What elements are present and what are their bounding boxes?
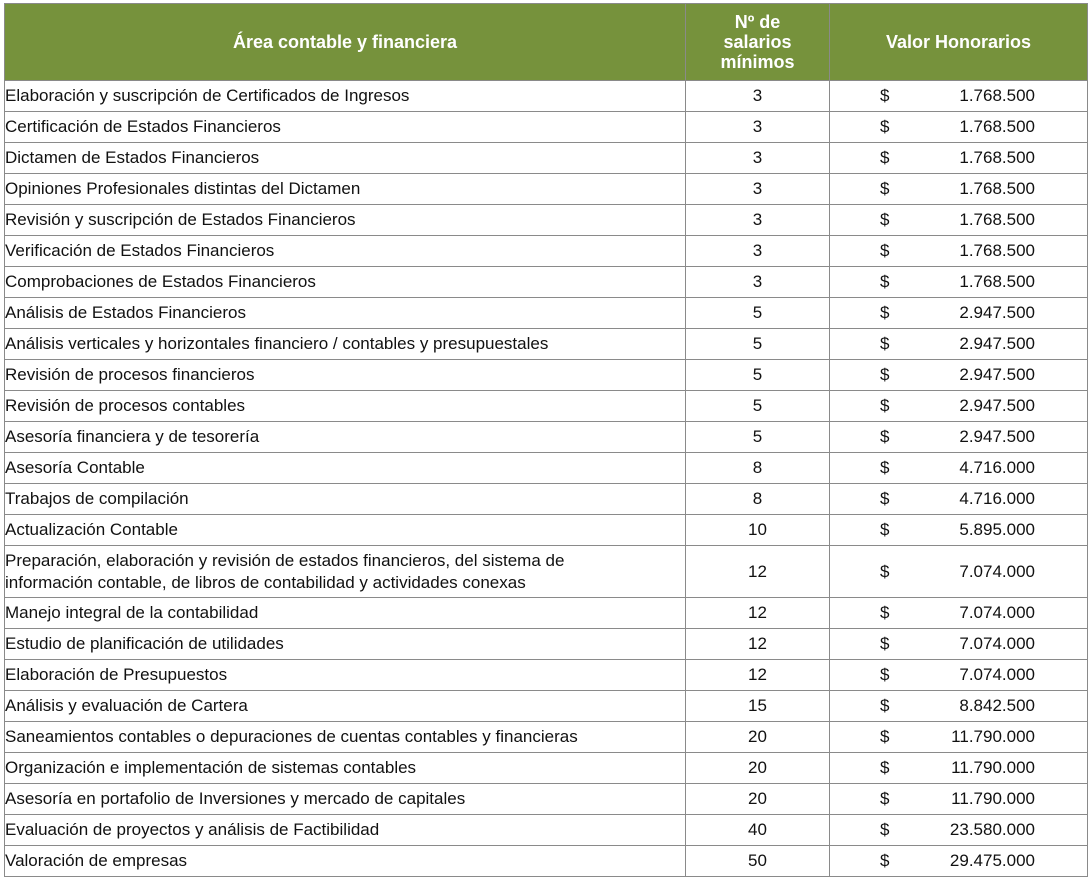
- service-cell: [5, 81, 686, 112]
- currency-symbol: $: [880, 210, 890, 229]
- fees-table: [4, 3, 1088, 877]
- currency-symbol: $: [880, 727, 890, 746]
- currency-symbol: $: [880, 458, 890, 477]
- salary-count-cell: 15: [686, 691, 830, 722]
- salary-count-cell: 3: [686, 174, 830, 205]
- fee-value-cell: [830, 629, 1088, 660]
- service-name: Saneamientos contables o depuraciones de cuentas contables y financieras: [5, 727, 578, 746]
- fee-value-cell: [830, 391, 1088, 422]
- fee-amount: 29.475.000: [949, 851, 1035, 870]
- service-name: Estudio de planificación de utilidades: [5, 634, 284, 653]
- fee-amount: 1.768.500: [959, 86, 1035, 105]
- service-name: Análisis verticales y horizontales financiero / contables y presupuestales: [5, 334, 549, 353]
- fee-amount: 4.716.000: [959, 489, 1035, 508]
- fee-value-cell: [830, 722, 1088, 753]
- currency-symbol: $: [880, 520, 890, 539]
- salary-count-cell: 5: [686, 422, 830, 453]
- fee-amount: 11.790.000: [951, 789, 1035, 808]
- salary-count-cell: 50: [686, 846, 830, 877]
- fee-value-cell: [830, 329, 1088, 360]
- currency-symbol: $: [880, 758, 890, 777]
- fee-amount: 5.895.000: [959, 520, 1035, 539]
- service-name: Preparación, elaboración y revisión de estados financieros, del sistema de: [5, 550, 565, 570]
- table-row: [5, 174, 1088, 205]
- service-cell: [5, 660, 686, 691]
- service-cell: [5, 453, 686, 484]
- fee-amount: 7.074.000: [959, 634, 1035, 653]
- salary-count-cell: 5: [686, 298, 830, 329]
- currency-symbol: $: [880, 696, 890, 715]
- fee-value-cell: [830, 691, 1088, 722]
- table-row: [5, 722, 1088, 753]
- currency-symbol: $: [880, 148, 890, 167]
- table-row: [5, 546, 1088, 598]
- salary-count-cell: 40: [686, 815, 830, 846]
- table-row: [5, 112, 1088, 143]
- fee-amount: 7.074.000: [959, 561, 1035, 581]
- currency-symbol: $: [880, 489, 890, 508]
- service-cell: [5, 722, 686, 753]
- table-row: [5, 205, 1088, 236]
- fee-value-cell: [830, 422, 1088, 453]
- salary-count-cell: 3: [686, 81, 830, 112]
- fee-value-cell: [830, 846, 1088, 877]
- fee-amount: 1.768.500: [959, 117, 1035, 136]
- service-cell: [5, 846, 686, 877]
- currency-symbol: $: [880, 789, 890, 808]
- salary-count-cell: 3: [686, 236, 830, 267]
- salary-count-cell: 20: [686, 722, 830, 753]
- currency-symbol: $: [880, 603, 890, 622]
- currency-symbol: $: [880, 272, 890, 291]
- service-cell: [5, 329, 686, 360]
- service-name: Trabajos de compilación: [5, 489, 189, 508]
- table-row: [5, 453, 1088, 484]
- fee-value-cell: [830, 143, 1088, 174]
- currency-symbol: $: [880, 303, 890, 322]
- salary-count-cell: 12: [686, 660, 830, 691]
- service-cell: [5, 546, 686, 598]
- header-salary-count: Nº de salarios mínimos: [686, 4, 830, 81]
- salary-count-cell: 20: [686, 784, 830, 815]
- fee-amount: 2.947.500: [959, 334, 1035, 353]
- currency-symbol: $: [880, 561, 890, 581]
- fee-amount: 1.768.500: [959, 210, 1035, 229]
- service-cell: [5, 484, 686, 515]
- fee-value-cell: [830, 81, 1088, 112]
- table-row: [5, 267, 1088, 298]
- fee-value-cell: [830, 236, 1088, 267]
- fee-value-cell: [830, 205, 1088, 236]
- service-cell: [5, 143, 686, 174]
- fee-value-cell: [830, 453, 1088, 484]
- salary-count-cell: 3: [686, 205, 830, 236]
- fee-amount: 2.947.500: [959, 365, 1035, 384]
- service-cell: [5, 422, 686, 453]
- table-row: [5, 784, 1088, 815]
- salary-count-cell: 12: [686, 546, 830, 598]
- salary-count-cell: 12: [686, 598, 830, 629]
- service-name: Manejo integral de la contabilidad: [5, 603, 259, 622]
- salary-count-cell: 3: [686, 143, 830, 174]
- service-name: Elaboración de Presupuestos: [5, 665, 228, 684]
- service-name: Opiniones Profesionales distintas del Dictamen: [5, 179, 361, 198]
- fee-value-cell: [830, 112, 1088, 143]
- currency-symbol: $: [880, 427, 890, 446]
- fee-value-cell: [830, 484, 1088, 515]
- fee-amount: 7.074.000: [959, 603, 1035, 622]
- salary-count-cell: 5: [686, 391, 830, 422]
- service-name: Revisión de procesos contables: [5, 396, 246, 415]
- service-cell: [5, 112, 686, 143]
- salary-count-cell: 8: [686, 484, 830, 515]
- fee-value-cell: [830, 753, 1088, 784]
- table-row: [5, 484, 1088, 515]
- service-cell: [5, 236, 686, 267]
- service-name: Verificación de Estados Financieros: [5, 241, 275, 260]
- currency-symbol: $: [880, 851, 890, 870]
- fee-amount: 1.768.500: [959, 272, 1035, 291]
- service-name: Elaboración y suscripción de Certificados de Ingresos: [5, 86, 410, 105]
- table-row: [5, 81, 1088, 112]
- table-header-row: [5, 4, 1088, 81]
- fee-value-cell: [830, 598, 1088, 629]
- fee-amount: 1.768.500: [959, 148, 1035, 167]
- table-row: [5, 753, 1088, 784]
- fee-amount: 1.768.500: [959, 241, 1035, 260]
- table-row: [5, 598, 1088, 629]
- fee-value-cell: [830, 267, 1088, 298]
- service-cell: [5, 691, 686, 722]
- service-name: Asesoría financiera y de tesorería: [5, 427, 260, 446]
- table-row: [5, 422, 1088, 453]
- service-name: Asesoría en portafolio de Inversiones y mercado de capitales: [5, 789, 466, 808]
- table-row: [5, 329, 1088, 360]
- service-name: Organización e implementación de sistemas contables: [5, 758, 417, 777]
- service-cell: [5, 753, 686, 784]
- service-name: Análisis de Estados Financieros: [5, 303, 246, 322]
- table-row: [5, 846, 1088, 877]
- service-name: Asesoría Contable: [5, 458, 145, 477]
- service-name: Revisión de procesos financieros: [5, 365, 255, 384]
- salary-count-cell: 12: [686, 629, 830, 660]
- fee-amount: 8.842.500: [959, 696, 1035, 715]
- currency-symbol: $: [880, 334, 890, 353]
- header-fee-value: Valor Honorarios: [830, 4, 1088, 81]
- table-row: [5, 629, 1088, 660]
- table-row: [5, 360, 1088, 391]
- table-row: [5, 236, 1088, 267]
- table-row: [5, 660, 1088, 691]
- salary-count-cell: 5: [686, 360, 830, 391]
- fee-amount: 1.768.500: [959, 179, 1035, 198]
- currency-symbol: $: [880, 86, 890, 105]
- table-row: [5, 691, 1088, 722]
- currency-symbol: $: [880, 365, 890, 384]
- service-name: Certificación de Estados Financieros: [5, 117, 281, 136]
- currency-symbol: $: [880, 665, 890, 684]
- currency-symbol: $: [880, 396, 890, 415]
- salary-count-cell: 5: [686, 329, 830, 360]
- fee-amount: 2.947.500: [959, 396, 1035, 415]
- fee-amount: 2.947.500: [959, 303, 1035, 322]
- fee-amount: 23.580.000: [949, 820, 1035, 839]
- currency-symbol: $: [880, 634, 890, 653]
- service-cell: [5, 815, 686, 846]
- service-cell: [5, 784, 686, 815]
- fee-value-cell: [830, 298, 1088, 329]
- table-row: [5, 143, 1088, 174]
- fee-amount: 2.947.500: [959, 427, 1035, 446]
- service-name: Revisión y suscripción de Estados Financieros: [5, 210, 356, 229]
- fee-value-cell: [830, 360, 1088, 391]
- salary-count-cell: 10: [686, 515, 830, 546]
- table-row: [5, 391, 1088, 422]
- fee-amount: 4.716.000: [959, 458, 1035, 477]
- service-name: Evaluación de proyectos y análisis de Factibilidad: [5, 820, 380, 839]
- service-cell: [5, 174, 686, 205]
- service-cell: [5, 391, 686, 422]
- service-name: Análisis y evaluación de Cartera: [5, 696, 248, 715]
- table-row: [5, 815, 1088, 846]
- fee-value-cell: [830, 546, 1088, 598]
- service-name: Comprobaciones de Estados Financieros: [5, 272, 316, 291]
- header-area: Área contable y financiera: [5, 4, 686, 81]
- table-row: [5, 515, 1088, 546]
- service-name: Dictamen de Estados Financieros: [5, 148, 260, 167]
- fee-value-cell: [830, 784, 1088, 815]
- salary-count-cell: 8: [686, 453, 830, 484]
- fee-amount: 7.074.000: [959, 665, 1035, 684]
- service-cell: [5, 360, 686, 391]
- fee-value-cell: [830, 515, 1088, 546]
- service-cell: [5, 298, 686, 329]
- salary-count-cell: 3: [686, 267, 830, 298]
- service-name: Actualización Contable: [5, 520, 178, 539]
- table-row: [5, 298, 1088, 329]
- fee-amount: 11.790.000: [951, 727, 1035, 746]
- currency-symbol: $: [880, 179, 890, 198]
- service-name-line2: información contable, de libros de contabilidad y actividades conexas: [5, 572, 526, 592]
- service-cell: [5, 205, 686, 236]
- service-cell: [5, 629, 686, 660]
- salary-count-cell: 3: [686, 112, 830, 143]
- service-name: Valoración de empresas: [5, 851, 188, 870]
- fee-value-cell: [830, 174, 1088, 205]
- currency-symbol: $: [880, 117, 890, 136]
- currency-symbol: $: [880, 241, 890, 260]
- currency-symbol: $: [880, 820, 890, 839]
- service-cell: [5, 598, 686, 629]
- fee-amount: 11.790.000: [951, 758, 1035, 777]
- service-cell: [5, 515, 686, 546]
- fee-value-cell: [830, 660, 1088, 691]
- fee-value-cell: [830, 815, 1088, 846]
- salary-count-cell: 20: [686, 753, 830, 784]
- service-cell: [5, 267, 686, 298]
